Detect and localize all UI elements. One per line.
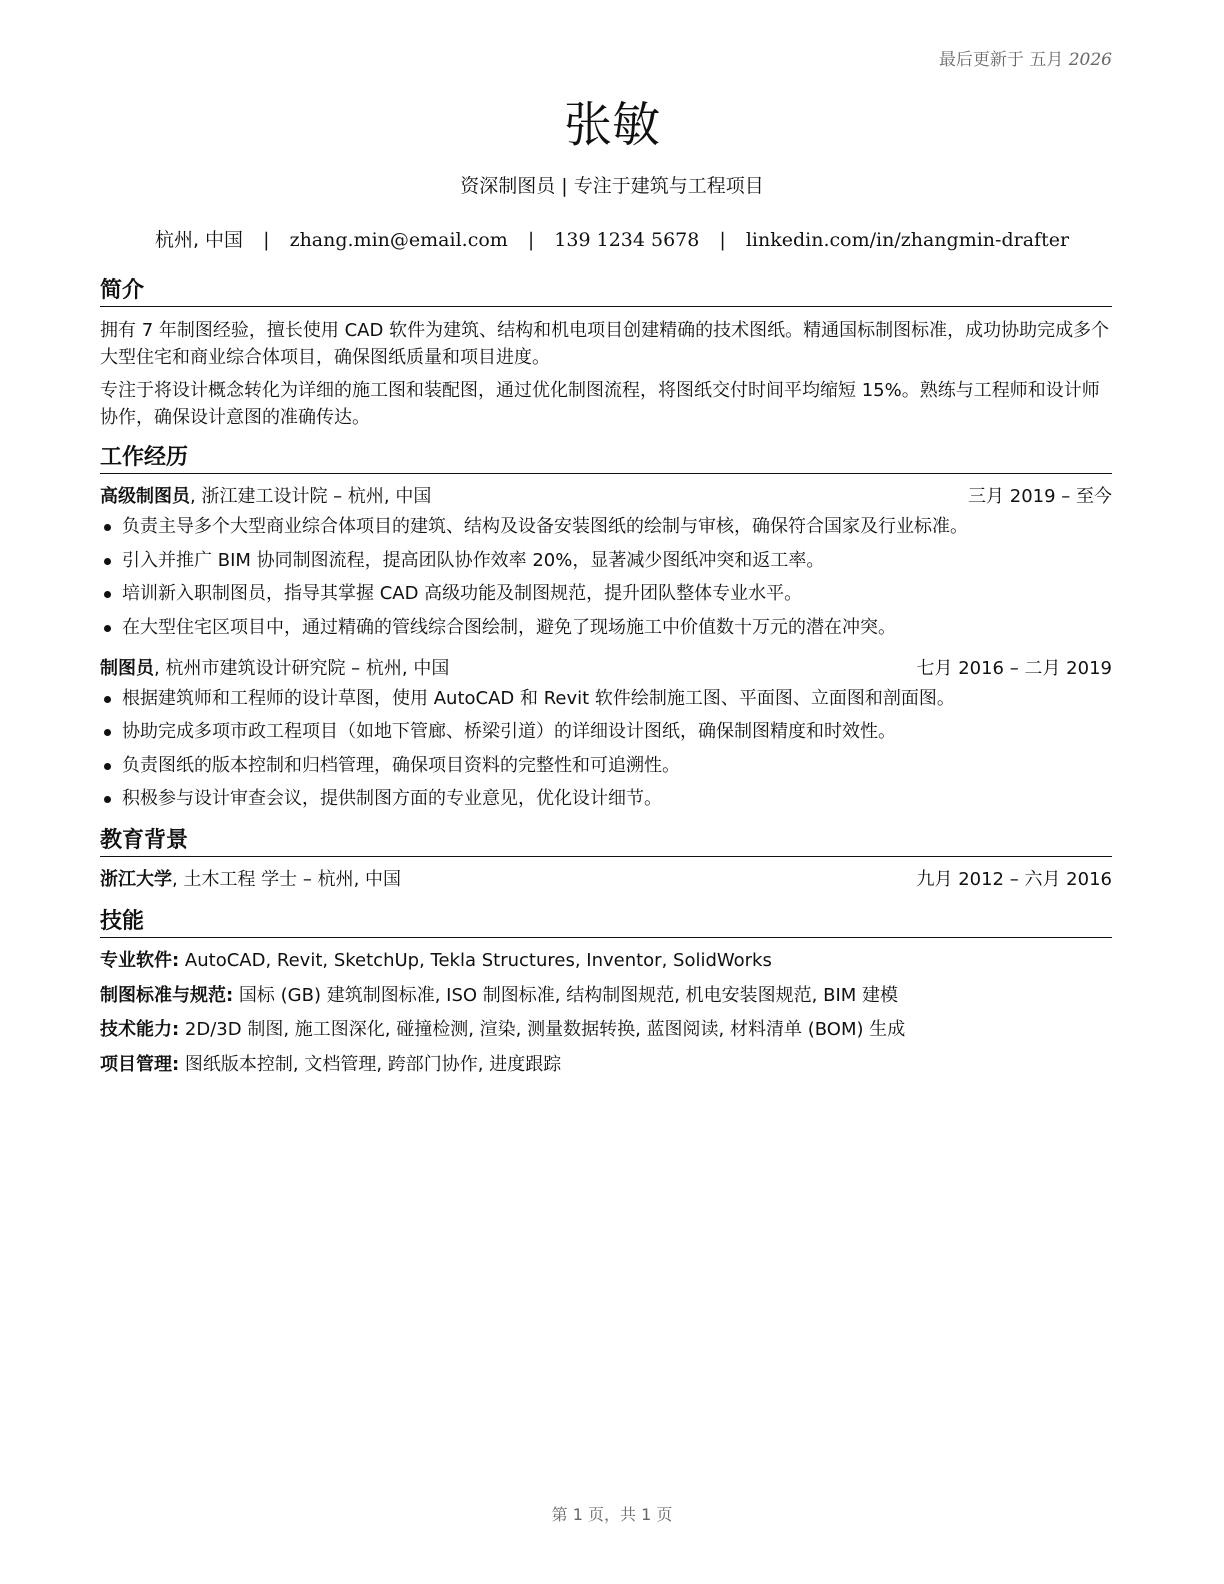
section-title-summary: 简介 <box>100 278 1112 307</box>
summary-section <box>100 278 1112 431</box>
skill-row <box>100 1017 1112 1043</box>
job-org: , 浙江建工设计院 – 杭州, 中国 <box>190 486 432 507</box>
resume-body <box>100 278 1112 1086</box>
skill-value: AutoCAD, Revit, SketchUp, Tekla Structures, Inventor, SolidWorks <box>179 950 772 971</box>
job-dates: 三月 2019 – 至今 <box>968 486 1112 507</box>
job-bullet: 负责主导多个大型商业综合体项目的建筑、结构及设备安装图纸的绘制与审核，确保符合国家及行业标准。 <box>100 514 1112 540</box>
page-number: 第 1 页，共 1 页 <box>551 1505 673 1524</box>
job-bullet: 积极参与设计审查会议，提供制图方面的专业意见，优化设计细节。 <box>100 786 1112 812</box>
education-section <box>100 828 1112 893</box>
job-header <box>100 656 1112 682</box>
job-bullet: 在大型住宅区项目中，通过精确的管线综合图绘制，避免了现场施工中价值数十万元的潜在冲突。 <box>100 615 1112 641</box>
section-title-skills: 技能 <box>100 909 1112 938</box>
skill-label: 专业软件: <box>100 950 180 971</box>
job-dates: 七月 2016 – 二月 2019 <box>916 657 1112 679</box>
job-entry <box>100 484 1112 641</box>
job-bullet: 负责图纸的版本控制和归档管理，确保项目资料的完整性和可追溯性。 <box>100 753 1112 779</box>
candidate-name: 张敏 <box>563 97 660 153</box>
job-bullet: 根据建筑师和工程师的设计草图，使用 AutoCAD 和 Revit 软件绘制施工图、平面图、立面图和剖面图。 <box>100 686 1112 712</box>
skills-section <box>100 909 1112 1078</box>
skill-value: 图纸版本控制, 文档管理, 跨部门协作, 进度跟踪 <box>179 1053 562 1075</box>
last-updated-label: 最后更新于 五月 <box>938 50 1064 70</box>
contact-separator: | <box>263 229 270 251</box>
degree-detail: , 土木工程 学士 – 杭州, 中国 <box>172 869 402 890</box>
skill-row <box>100 1052 1112 1078</box>
last-updated-year: 2026 <box>1068 50 1112 70</box>
tagline: 资深制图员 | 专注于建筑与工程项目 <box>460 175 764 197</box>
job-org: , 杭州市建筑设计研究院 – 杭州, 中国 <box>154 657 450 679</box>
school-name: 浙江大学 <box>100 869 172 890</box>
job-role: 制图员 <box>100 657 154 679</box>
contact-line <box>0 225 1224 252</box>
section-title-experience: 工作经历 <box>100 445 1112 474</box>
job-role: 高级制图员 <box>100 486 190 507</box>
contact-linkedin[interactable]: linkedin.com/in/zhangmin-drafter <box>745 229 1070 251</box>
skill-label: 项目管理: <box>100 1053 180 1075</box>
job-header <box>100 484 1112 510</box>
experience-section <box>100 445 1112 812</box>
job-entry <box>100 656 1112 813</box>
contact-phone[interactable]: 139 1234 5678 <box>554 229 700 251</box>
contact-separator: | <box>527 229 535 251</box>
summary-paragraph: 专注于将设计概念转化为详细的施工图和装配图，通过优化制图流程，将图纸交付时间平均缩短 15%。熟练与工程师和设计师协作，确保设计意图的准确传达。 <box>100 380 1100 428</box>
job-bullet: 协助完成多项市政工程项目（如地下管廊、桥梁引道）的详细设计图纸，确保制图精度和时效性。 <box>100 719 1112 745</box>
contact-separator: | <box>719 229 726 251</box>
education-dates: 九月 2012 – 六月 2016 <box>916 869 1112 890</box>
skill-label: 技术能力: <box>100 1019 180 1040</box>
skill-row <box>100 948 1112 974</box>
job-bullet: 引入并推广 BIM 协同制图流程，提高团队协作效率 20%，显著减少图纸冲突和返工率。 <box>100 548 1112 574</box>
job-bullets <box>100 686 1112 813</box>
education-entry <box>100 867 1112 893</box>
section-title-education: 教育背景 <box>100 828 1112 857</box>
skill-row <box>100 983 1112 1009</box>
skill-label: 制图标准与规范: <box>100 984 234 1006</box>
skill-value: 国标 (GB) 建筑制图标准, ISO 制图标准, 结构制图规范, 机电安装图规范, BIM 建模 <box>233 984 899 1006</box>
job-bullet: 培训新入职制图员，指导其掌握 CAD 高级功能及制图规范，提升团队整体专业水平。 <box>100 581 1112 607</box>
skill-value: 2D/3D 制图, 施工图深化, 碰撞检测, 渲染, 测量数据转换, 蓝图阅读, 材料清单 (BOM) 生成 <box>179 1019 906 1040</box>
job-bullets <box>100 514 1112 641</box>
contact-email[interactable]: zhang.min@email.com <box>289 229 508 251</box>
last-updated <box>939 45 1112 70</box>
contact-location: 杭州, 中国 <box>154 229 244 251</box>
summary-paragraph: 拥有 7 年制图经验，擅长使用 CAD 软件为建筑、结构和机电项目创建精确的技术图纸。精通国标制图标准，成功协助完成多个大型住宅和商业综合体项目，确保图纸质量和项目进度。 <box>100 320 1110 368</box>
